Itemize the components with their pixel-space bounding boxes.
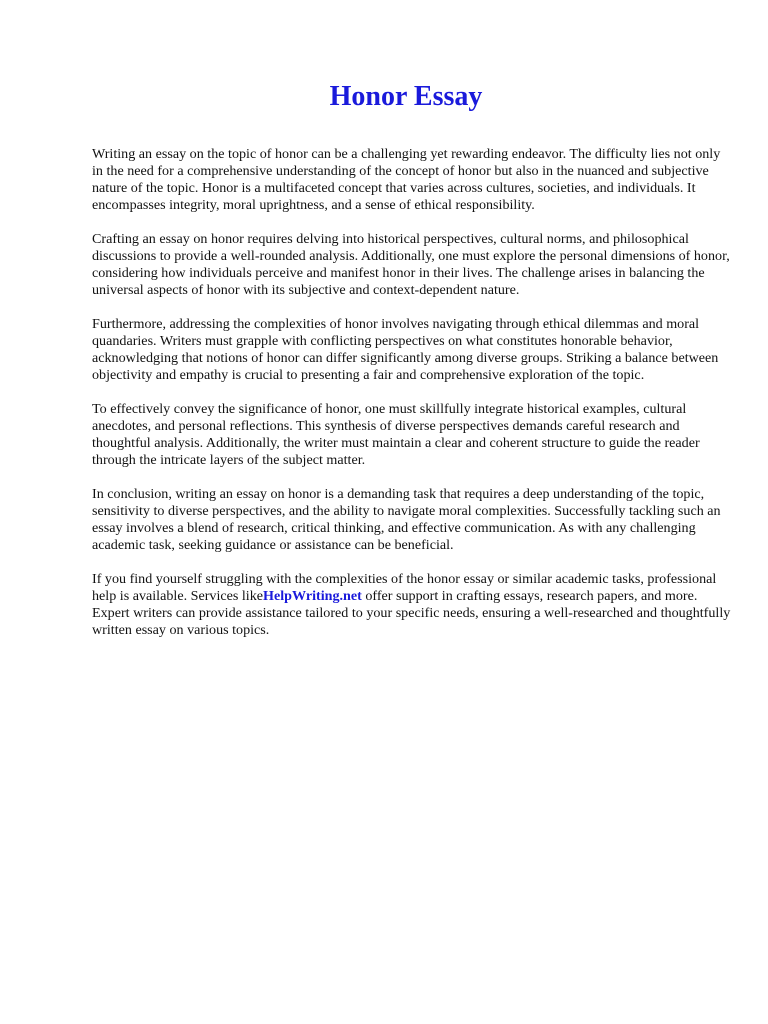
paragraph-3: Furthermore, addressing the complexities of honor involves navigating through ethical dilemmas and moral quandaries. Writers must grapple with conflicting perspectives on what constitutes honorable behavior, acknowledging that notions of honor can differ significantly among diverse groups. Striking a balance between objectivity and empathy is crucial to presenting a fair and comprehensive exploration of the topic. [92,316,719,383]
paragraph-2: Crafting an essay on honor requires delving into historical perspectives, cultural norms, and philosophical discussions to provide a well-rounded analysis. Additionally, one must explore the personal dimensions of honor, considering how individuals perceive and manifest honor in their lives. The challenge arises in balancing the universal aspects of honor with its subjective and context-dependent nature. [92,231,730,298]
paragraph-6-after-link: offer support in crafting essays, research papers, and more. Expert writers can provide assistance tailored to your specific needs, ensuring a well-researched and thoughtfully written essay on various topics. [92,588,731,638]
helpwriting-link[interactable]: HelpWriting.net [263,588,362,604]
paragraph-6-before-link: If you find yourself struggling with the complexities of the honor essay or similar academic tasks, professional help is available. Services like [92,571,717,604]
paragraph-6 [92,571,732,639]
paragraph-1: Writing an essay on the topic of honor can be a challenging yet rewarding endeavor. The difficulty lies not only in the need for a comprehensive understanding of the concept of honor but also in the nuanced and subjective nature of the topic. Honor is a multifaceted concept that varies across cultures, societies, and individuals. It encompasses integrity, moral uprightness, and a sense of ethical responsibility. [92,146,721,213]
paragraph-5: In conclusion, writing an essay on honor is a demanding task that requires a deep understanding of the topic, sensitivity to diverse perspectives, and the ability to navigate moral complexities. Successfully tackling such an essay involves a blend of research, critical thinking, and effective communication. As with any challenging academic task, seeking guidance or assistance can be beneficial. [92,486,721,553]
page-title: Honor Essay [329,81,483,112]
paragraph-4: To effectively convey the significance of honor, one must skillfully integrate historical examples, cultural anecdotes, and personal reflections. This synthesis of diverse perspectives demands careful research and thoughtful analysis. Additionally, the writer must maintain a clear and coherent structure to guide the reader through the intricate layers of the subject matter. [92,401,700,468]
essay-body [92,146,732,656]
